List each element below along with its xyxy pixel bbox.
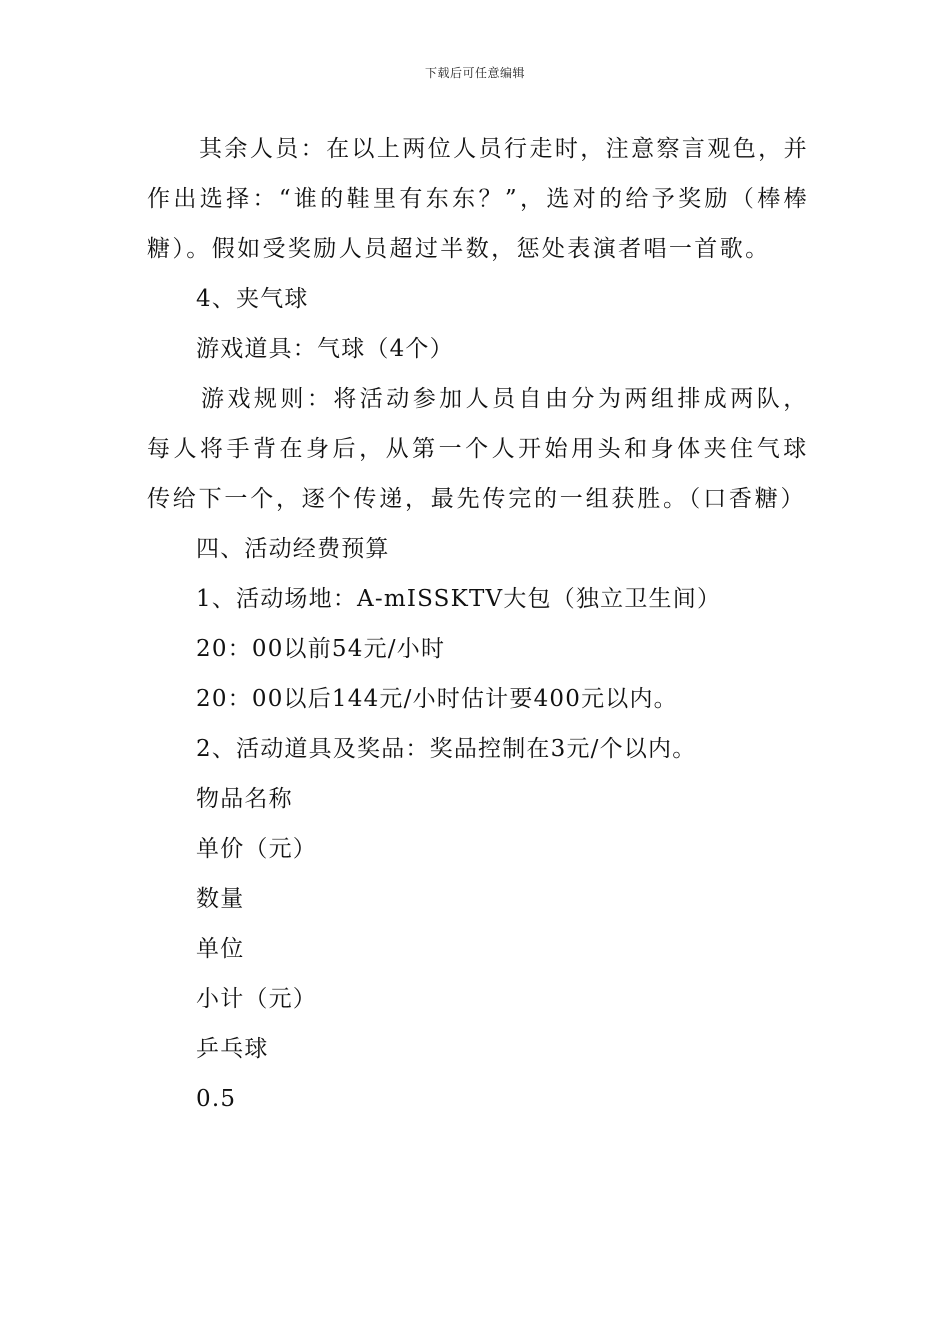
heading-budget: 四、活动经费预算 xyxy=(196,536,390,562)
table-header-item-name: 物品名称 xyxy=(196,786,293,812)
venue-line: 1、活动场地：A-mISSKTV大包（独立卫生间） xyxy=(196,586,722,612)
props-prizes-line: 2、活动道具及奖品：奖品控制在3元/个以内。 xyxy=(196,736,697,762)
paragraph-other-staff: 其余人员：在以上两位人员行走时，注意察言观色，并作出选择：“谁的鞋里有东东？”，选对的给予奖励（棒棒糖）。假如受奖励人员超过半数，惩处表演者唱一首歌。 xyxy=(147,136,809,262)
price-after-20: 20：00以后144元/小时估计要400元以内。 xyxy=(196,686,678,712)
table-header-unit: 单位 xyxy=(196,936,245,962)
table-header-subtotal: 小计（元） xyxy=(196,986,317,1012)
table-header-quantity: 数量 xyxy=(196,886,245,912)
paragraph-game-rules: 游戏规则：将活动参加人员自由分为两组排成两队，每人将手背在身后，从第一个人开始用头和身体夹住气球传给下一个，逐个传递，最先传完的一组获胜。（口香糖） xyxy=(147,386,809,512)
document-body xyxy=(147,124,809,1124)
price-before-20: 20：00以前54元/小时 xyxy=(196,636,446,662)
table-cell-item: 乒乓球 xyxy=(196,1036,269,1062)
table-cell-price: 0.5 xyxy=(196,1086,237,1112)
heading-balloon-game: 4、夹气球 xyxy=(196,286,309,312)
game-props: 游戏道具：气球（4个） xyxy=(196,336,454,362)
table-header-unit-price: 单价（元） xyxy=(196,836,317,862)
header-note: 下载后可任意编辑 xyxy=(424,66,525,80)
